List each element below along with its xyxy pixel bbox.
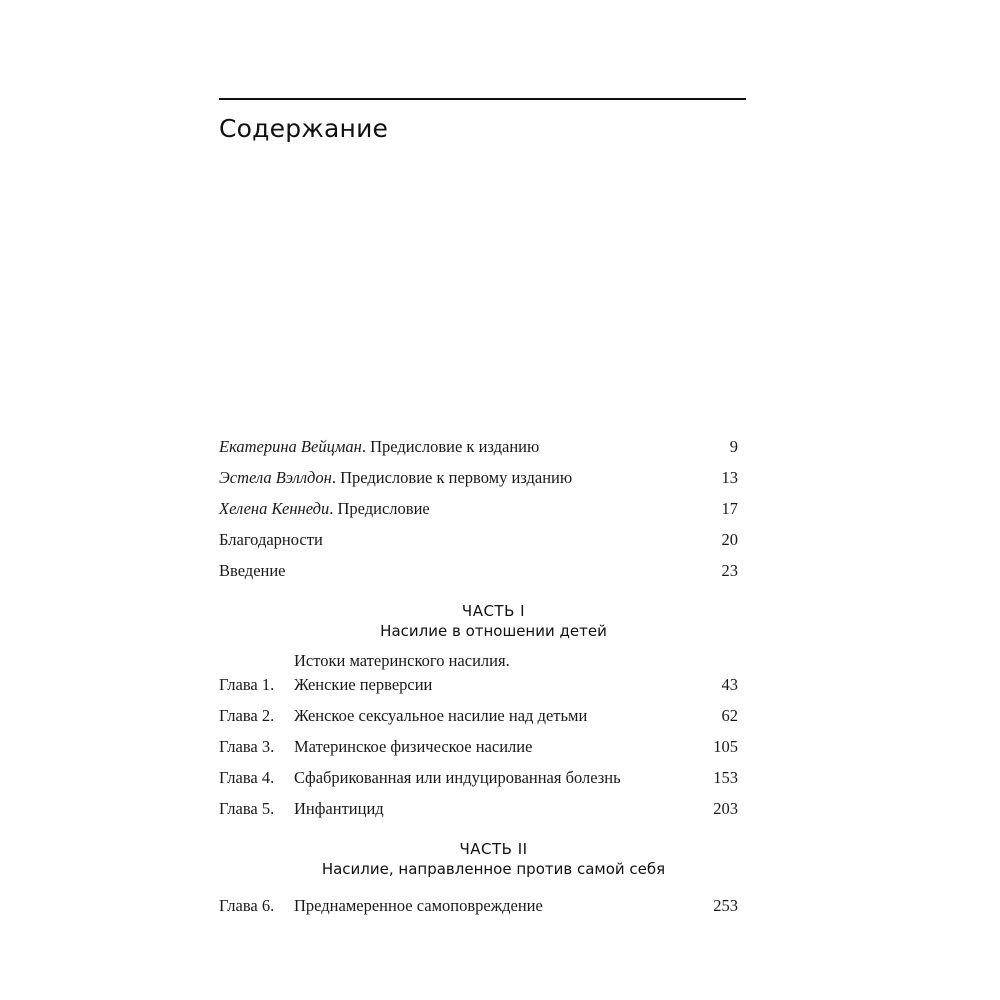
toc-chapter-6[interactable] [219,887,738,918]
part-heading-2 [219,839,738,879]
toc-entry-page: 9 [729,437,738,456]
toc-entry-title: . Предисловие к изданию [361,437,540,456]
chapter-title: Преднамеренное самоповреждение [294,896,543,915]
toc-entry-title: Введение [219,561,286,580]
toc-entry-preface-welldon[interactable] [219,459,738,490]
chapter-number: Глава 4. [219,768,275,787]
part-label: ЧАСТЬ I [461,602,526,620]
toc-entry-title: . Предисловие [329,499,430,518]
table-of-contents [219,428,738,918]
chapter-number: Глава 5. [219,799,275,818]
part-heading-1 [219,601,738,641]
toc-entry-page: 23 [721,561,738,580]
toc-entry-preface-kennedy[interactable] [219,490,738,521]
toc-entry-text [219,435,678,459]
chapter-title-line: Женские перверсии [294,675,433,694]
chapter-page: 253 [713,896,738,915]
toc-entry-introduction[interactable] [219,552,738,583]
part-label: ЧАСТЬ II [459,840,528,858]
toc-entry-page: 17 [721,499,738,518]
chapter-number: Глава 2. [219,706,275,725]
chapter-page: 203 [713,799,738,818]
toc-entry-author: Хелена Кеннеди [219,499,330,518]
toc-chapter-2[interactable] [219,697,738,728]
top-rule [219,98,746,100]
toc-chapter-4[interactable] [219,759,738,790]
toc-entry-page: 20 [721,530,738,549]
toc-entry-author: Екатерина Вейцман [219,437,362,456]
chapter-title: Женское сексуальное насилие над детьми [294,706,588,725]
chapter-title-line: Истоки материнского насилия. [294,651,510,670]
page-title: Содержание [219,114,389,143]
part-title: Насилие в отношении детей [380,622,607,640]
part-title: Насилие, направленное против самой себя [321,860,666,878]
toc-entry-author: Эстела Вэллдон [219,468,332,487]
chapter-page: 153 [713,768,738,787]
chapter-number: Глава 6. [219,896,275,915]
toc-chapter-3[interactable] [219,728,738,759]
chapter-number: Глава 3. [219,737,275,756]
toc-entry-page: 13 [721,468,738,487]
chapter-page: 62 [721,706,738,725]
chapter-page: 43 [721,675,738,694]
chapter-number: Глава 1. [219,675,275,694]
chapter-title: Сфабрикованная или индуцированная болезнь [294,768,621,787]
chapter-title: Инфантицид [294,799,384,818]
toc-entry-text [219,466,678,490]
toc-entry-acknowledgements[interactable] [219,521,738,552]
toc-entry-title: Благодарности [219,530,323,549]
chapter-title [294,649,678,697]
chapter-title: Материнское физическое насилие [294,737,533,756]
toc-entry-text [219,497,678,521]
chapter-page: 105 [713,737,738,756]
toc-entry-preface-weitzman[interactable] [219,428,738,459]
toc-chapter-5[interactable] [219,790,738,821]
toc-chapter-1[interactable] [219,649,738,697]
toc-entry-title: . Предисловие к первому изданию [331,468,573,487]
